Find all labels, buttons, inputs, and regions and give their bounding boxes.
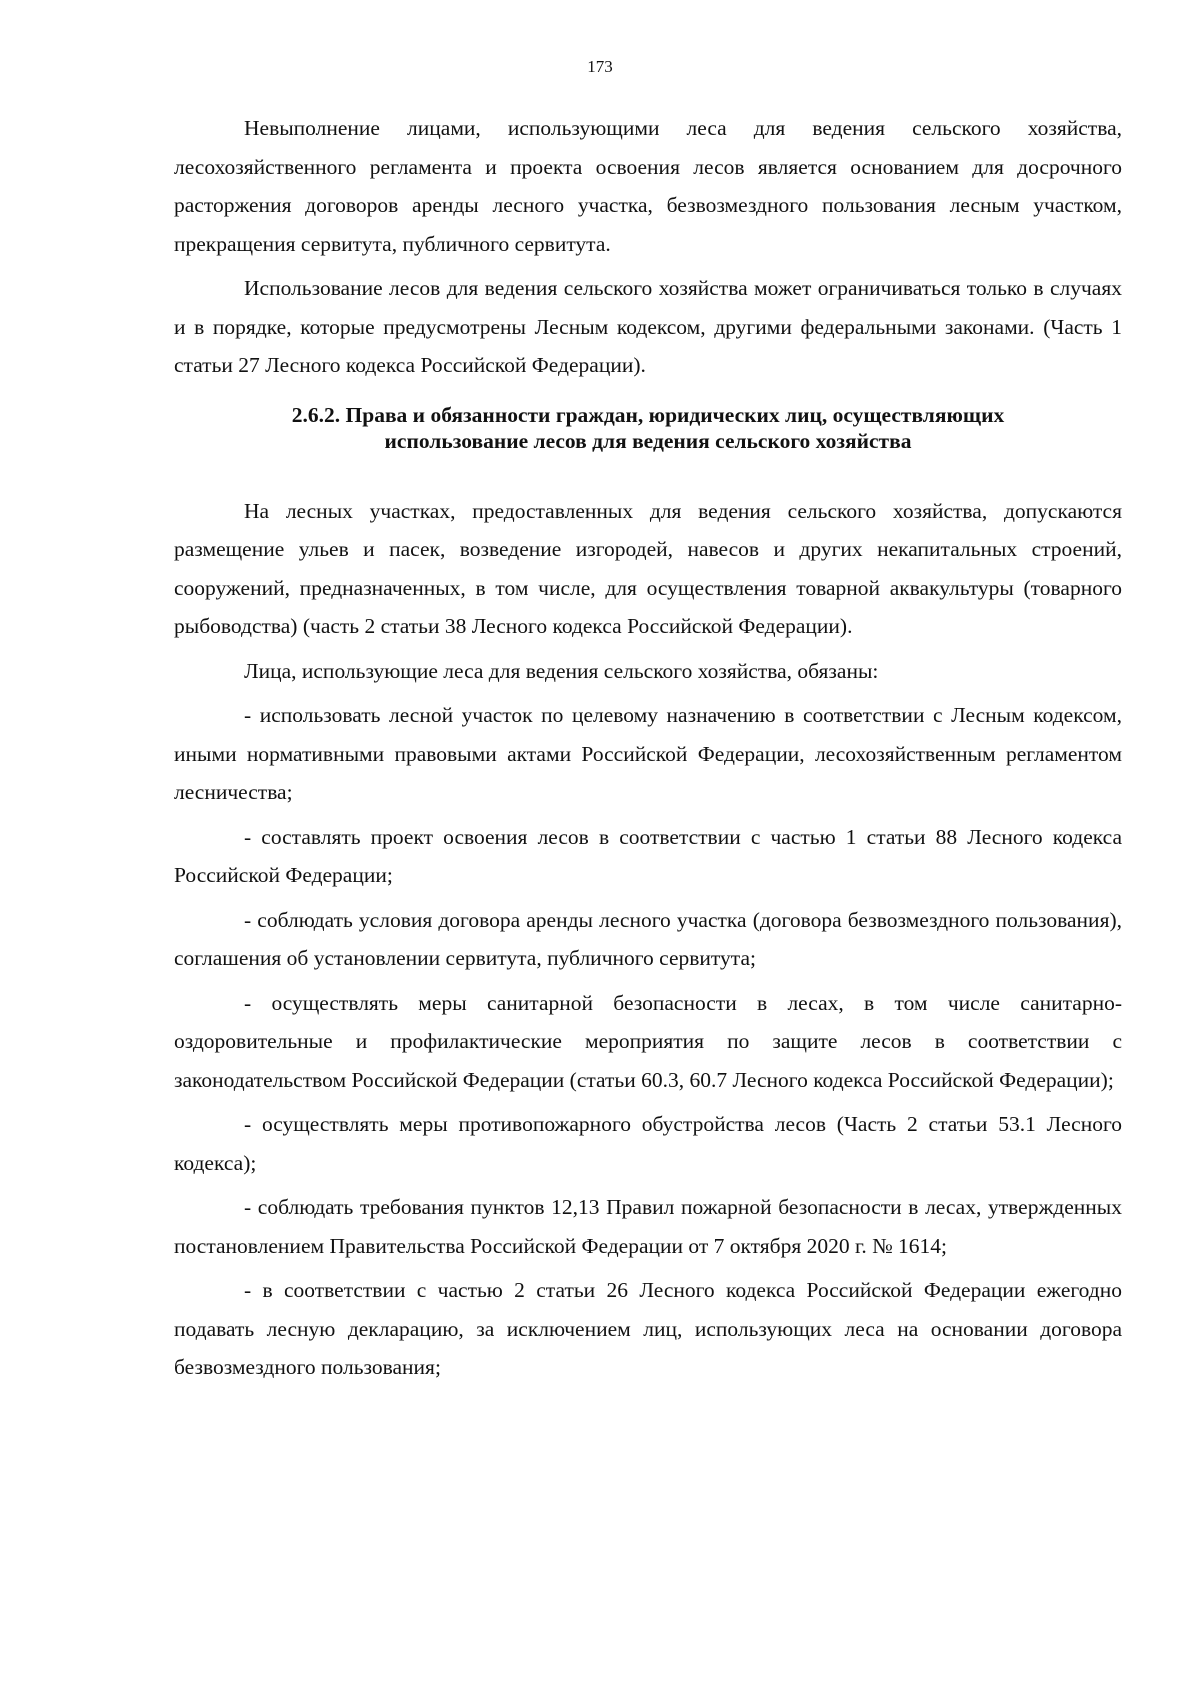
paragraph: Лица, использующие леса для ведения сельского хозяйства, обязаны: — [244, 658, 879, 683]
paragraph: Использование лесов для ведения сельского хозяйства может ограничиваться только в случаях и в порядке, которые предусмотрены Лесным кодексом, другими федеральными законами. (Часть 1 статьи 27 Лесного кодекса Российской Федерации). — [174, 276, 1122, 377]
list-item: - соблюдать требования пунктов 12,13 Правил пожарной безопасности в лесах, утвержденных постановлением Правительства Российской Федерации от 7 октября 2020 г. № 1614; — [174, 1195, 1122, 1258]
list-item: - использовать лесной участок по целевому назначению в соответствии с Лесным кодексом, иными нормативными правовыми актами Российской Федерации, лесохозяйственным регламентом лесничества; — [174, 703, 1122, 804]
section-heading-line: использование лесов для ведения сельского хозяйства — [384, 428, 912, 453]
paragraph: Невыполнение лицами, использующими леса для ведения сельского хозяйства, лесохозяйственного регламента и проекта освоения лесов является основанием для досрочного расторжения договоров аренды лесного участка, безвозмездного пользования лесным участком, прекращения сервитута, публичного сервитута. — [174, 116, 1122, 256]
list-item: - осуществлять меры санитарной безопасности в лесах, в том числе санитарно-оздоровительные и профилактические мероприятия по защите лесов в соответствии с законодательством Российской Федерации (статьи 60.3, 60.7 Лесного кодекса Российской Федерации); — [174, 990, 1122, 1092]
list-item: - соблюдать условия договора аренды лесного участка (договора безвозмездного пользования), соглашения об установлении сервитута, публичного сервитута; — [174, 907, 1122, 970]
paragraph: На лесных участках, предоставленных для ведения сельского хозяйства, допускаются размещение ульев и пасек, возведение изгородей, навесов и других некапитальных строений, сооружений, предназначенных, в том числе, для осуществления товарной аквакультуры (товарного рыбоводства) (часть 2 статьи 38 Лесного кодекса Российской Федерации). — [174, 498, 1122, 638]
section-heading-line: 2.6.2. Права и обязанности граждан, юридических лиц, осуществляющих — [291, 402, 1005, 427]
page-number: 173 — [587, 57, 613, 76]
list-item: - составлять проект освоения лесов в соответствии с частью 1 статьи 88 Лесного кодекса Российской Федерации; — [174, 824, 1122, 887]
section-heading — [174, 402, 1122, 454]
page-content — [174, 109, 1122, 1393]
list-item: - в соответствии с частью 2 статьи 26 Лесного кодекса Российской Федерации ежегодно подавать лесную декларацию, за исключением лиц, использующих леса на основании договора безвозмездного пользования; — [174, 1278, 1122, 1379]
list-item: - осуществлять меры противопожарного обустройства лесов (Часть 2 статьи 53.1 Лесного кодекса); — [174, 1112, 1122, 1175]
